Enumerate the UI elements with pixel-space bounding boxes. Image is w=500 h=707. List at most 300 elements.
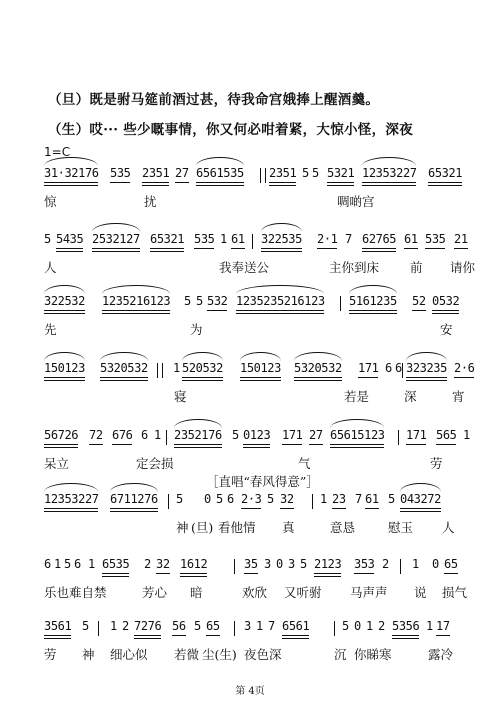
note-group: 1 xyxy=(88,557,95,571)
beam-line xyxy=(44,635,71,636)
lyric-text: 损气 xyxy=(442,585,468,600)
lyric-text: 尘(生) xyxy=(202,647,237,662)
barline xyxy=(340,296,341,311)
note-group: 0 xyxy=(204,492,211,506)
lyric-text: 气 xyxy=(298,456,311,471)
beam-line xyxy=(282,638,309,639)
note-group: 535 xyxy=(110,166,131,180)
beam-line xyxy=(92,248,140,249)
lyric-row xyxy=(44,645,460,663)
slur-mark xyxy=(349,285,397,294)
barline xyxy=(402,363,403,378)
note-group: 322535 xyxy=(261,232,302,246)
beam-line xyxy=(436,635,450,636)
beam-line xyxy=(330,444,384,445)
barline xyxy=(98,621,99,636)
notation-row xyxy=(44,166,463,184)
note-group: 6561 xyxy=(282,619,310,633)
beam-line xyxy=(362,248,396,249)
beam-line xyxy=(400,511,441,512)
lyric-text: 我奉送公 xyxy=(219,260,270,275)
note-group: 23 xyxy=(332,492,346,506)
lyric-text: 欢欣 xyxy=(242,585,268,600)
note-group: 65321 xyxy=(150,232,185,246)
barline xyxy=(234,621,235,636)
beam-line xyxy=(294,380,342,381)
note-group: 6 xyxy=(74,557,81,571)
note-group: 5 xyxy=(267,492,274,506)
barline xyxy=(334,621,335,636)
beam-line xyxy=(362,185,416,186)
beam-line xyxy=(134,635,161,636)
note-group: 043272 xyxy=(400,492,441,506)
beam-line xyxy=(294,377,342,378)
slur-mark xyxy=(174,419,222,428)
note-group: 5 xyxy=(216,492,223,506)
beam-line xyxy=(110,508,158,509)
lyric-text: 露冷 xyxy=(428,647,454,662)
note-group: 1 xyxy=(463,428,470,442)
note-group: 21 xyxy=(454,232,468,246)
lyric-text: 先 xyxy=(44,322,57,337)
note-group: 1 xyxy=(366,619,373,633)
beam-line xyxy=(454,248,468,249)
note-group: 1235216123 xyxy=(102,294,171,308)
lyric-row xyxy=(44,320,460,338)
beam-line xyxy=(309,444,323,445)
lyric-text: 沉 xyxy=(334,647,347,662)
note-group: 0532 xyxy=(432,294,460,308)
note-group: 1 xyxy=(256,619,263,633)
lyric-text: 若是 xyxy=(344,389,370,404)
double-barline xyxy=(157,363,163,378)
note-group: 1 xyxy=(412,557,419,571)
note-group: 65321 xyxy=(428,166,463,180)
note-group: 12353227 xyxy=(362,166,417,180)
note-group: 353 xyxy=(354,557,375,571)
beam-line xyxy=(327,182,354,183)
beam-line xyxy=(444,573,458,574)
note-group: 520532 xyxy=(182,361,223,375)
lyric-text: 安 xyxy=(440,322,453,337)
note-group: 27 xyxy=(175,166,189,180)
lyric-text: 夜色深 xyxy=(244,647,282,662)
notation-row xyxy=(44,232,468,250)
note-group: 62765 xyxy=(362,232,397,246)
beam-line xyxy=(92,251,140,252)
note-group: 3 xyxy=(244,619,251,633)
note-group: 5 xyxy=(44,232,51,246)
beam-line xyxy=(175,182,189,183)
beam-line xyxy=(314,573,341,574)
beam-line xyxy=(194,248,214,249)
lyric-text: 主你到床 xyxy=(329,260,380,275)
beam-line xyxy=(282,444,302,445)
note-group: 61 xyxy=(365,492,379,506)
page-number: 第 4页 xyxy=(235,686,265,697)
slur-mark xyxy=(362,157,416,166)
note-group: 0 xyxy=(354,619,361,633)
beam-line xyxy=(428,182,462,183)
lyric-text: 看他情 xyxy=(218,520,256,535)
note-group: 5435 xyxy=(56,232,84,246)
beam-line xyxy=(174,444,222,445)
beam-line xyxy=(102,310,170,311)
lyric-text: 又听驸 xyxy=(284,585,322,600)
beam-line xyxy=(89,444,103,445)
beam-line xyxy=(142,185,169,186)
beam-line xyxy=(231,248,245,249)
note-group: 5320532 xyxy=(100,361,148,375)
slur-mark xyxy=(100,352,148,361)
lyric-text: 神 xyxy=(82,647,95,662)
beam-line xyxy=(44,511,98,512)
slur-mark xyxy=(44,157,98,166)
lyric-row xyxy=(44,518,460,536)
beam-line xyxy=(44,313,85,314)
note-group: 171 xyxy=(358,361,379,375)
beam-line xyxy=(406,380,447,381)
note-group: 1612 xyxy=(180,557,208,571)
note-group: 323235 xyxy=(406,361,447,375)
note-group: 35 xyxy=(244,557,258,571)
intro-line-1: （旦）既是驸马筵前酒过甚，待我命宫娥捧上醒酒羹。 xyxy=(48,92,380,108)
notation-row xyxy=(44,619,460,637)
note-group: 72 xyxy=(89,428,103,442)
beam-line xyxy=(425,248,445,249)
beam-line xyxy=(454,377,474,378)
lyric-text: 人 xyxy=(44,260,57,275)
beam-line xyxy=(261,248,302,249)
intro-line-2: （生）哎··· 些少嘅事情，你又何必咁着紧，大惊小怪，深夜 xyxy=(48,122,413,138)
lyric-text: 前 xyxy=(410,260,423,275)
lyric-text: 深 xyxy=(404,389,417,404)
beam-line xyxy=(243,444,270,445)
lyric-text: 慰玉 xyxy=(388,520,414,535)
beam-line xyxy=(362,251,396,252)
note-group: 6 xyxy=(227,492,234,506)
note-group: 2·6 xyxy=(454,361,475,375)
beam-line xyxy=(180,576,207,577)
note-group: 17 xyxy=(436,619,450,633)
beam-line xyxy=(261,251,302,252)
note-group: 5161235 xyxy=(349,294,397,308)
beam-line xyxy=(150,251,184,252)
note-group: 7 xyxy=(268,619,275,633)
note-group: 27 xyxy=(309,428,323,442)
beam-line xyxy=(196,185,244,186)
barline xyxy=(168,494,169,509)
lyric-text: 暗 xyxy=(190,585,203,600)
beam-line xyxy=(332,508,346,509)
note-group: 0 xyxy=(276,557,283,571)
beam-line xyxy=(241,508,261,509)
beam-line xyxy=(182,380,223,381)
beam-line xyxy=(182,377,223,378)
beam-line xyxy=(236,313,324,314)
barline xyxy=(166,430,167,445)
note-group: 12353227 xyxy=(44,492,99,506)
beam-line xyxy=(240,380,281,381)
notation-row xyxy=(44,428,470,446)
note-group: 32 xyxy=(280,492,294,506)
beam-line xyxy=(102,573,129,574)
note-group: 1 xyxy=(320,492,327,506)
lyric-text: 为 xyxy=(190,322,203,337)
note-group: 535 xyxy=(425,232,446,246)
note-group: 6 xyxy=(44,557,51,571)
beam-line xyxy=(44,182,98,183)
note-group: 322532 xyxy=(44,294,85,308)
lyric-text: 请你 xyxy=(450,260,476,275)
lyric-row xyxy=(44,387,465,405)
note-group: 32 xyxy=(156,557,170,571)
note-group: 2532127 xyxy=(92,232,140,246)
note-group: 1 xyxy=(110,619,117,633)
beam-line xyxy=(44,447,78,448)
beam-line xyxy=(174,447,222,448)
lyric-text: 真 xyxy=(282,520,295,535)
beam-line xyxy=(134,638,161,639)
beam-line xyxy=(100,377,148,378)
note-group: 5320532 xyxy=(294,361,342,375)
lyric-text: 扰 xyxy=(144,194,157,209)
lyric-row xyxy=(44,454,460,472)
note-group: 3 xyxy=(264,557,271,571)
note-group: 5 xyxy=(302,166,309,180)
beam-line xyxy=(44,444,78,445)
beam-line xyxy=(244,573,258,574)
beam-line xyxy=(362,182,416,183)
beam-line xyxy=(150,248,184,249)
note-group: 150123 xyxy=(240,361,281,375)
note-group: 1 xyxy=(173,361,180,375)
beam-line xyxy=(412,310,426,311)
beam-line xyxy=(180,573,207,574)
beam-line xyxy=(392,638,419,639)
slur-mark xyxy=(44,483,98,492)
lyric-text: 劳 xyxy=(430,456,443,471)
note-group: 2352176 xyxy=(174,428,222,442)
beam-line xyxy=(44,380,85,381)
lyric-text: 惊 xyxy=(44,194,57,209)
note-group: 6561535 xyxy=(196,166,244,180)
beam-line xyxy=(330,447,384,448)
slur-mark xyxy=(44,285,85,294)
note-group: 2 xyxy=(378,619,385,633)
lyric-text: 乐也难自禁 xyxy=(44,585,107,600)
note-group: 65 xyxy=(206,619,220,633)
beam-line xyxy=(269,185,296,186)
note-group: 5 xyxy=(64,557,71,571)
lyric-text: 你睇寒 xyxy=(354,647,392,662)
note-group: 1235235216123 xyxy=(236,294,325,308)
notation-row xyxy=(44,492,460,510)
note-group: 2351 xyxy=(269,166,297,180)
beam-line xyxy=(436,444,456,445)
note-group: 2351 xyxy=(142,166,170,180)
note-group: 3 xyxy=(288,557,295,571)
note-group: 7276 xyxy=(134,619,162,633)
beam-line xyxy=(365,508,379,509)
beam-line xyxy=(196,182,244,183)
note-group: 2 xyxy=(122,619,129,633)
beam-line xyxy=(327,185,354,186)
beam-line xyxy=(354,573,374,574)
note-group: 532 xyxy=(207,294,228,308)
barline xyxy=(252,234,253,249)
note-group: 1 xyxy=(154,428,161,442)
beam-line xyxy=(432,310,459,311)
lyric-row xyxy=(44,258,476,276)
lyric-text: 细心似 xyxy=(110,647,148,662)
note-group: 7 xyxy=(355,492,362,506)
double-barline xyxy=(260,168,266,183)
slur-mark xyxy=(44,352,85,361)
notation-row xyxy=(44,557,460,575)
lyric-text: 定会损 xyxy=(136,456,174,471)
beam-line xyxy=(44,638,71,639)
slur-mark xyxy=(102,285,170,294)
beam-line xyxy=(44,185,98,186)
slur-mark xyxy=(330,419,384,428)
beam-line xyxy=(243,447,270,448)
beam-line xyxy=(282,635,309,636)
slur-mark xyxy=(406,352,447,361)
key-signature: 1=C xyxy=(44,145,71,159)
note-group: 2123 xyxy=(314,557,342,571)
lyric-text: 啁啲宫 xyxy=(337,194,375,209)
lyric-row xyxy=(44,192,460,210)
note-group: 61 xyxy=(231,232,245,246)
note-group: 676 xyxy=(112,428,133,442)
slur-mark xyxy=(92,223,140,232)
slur-mark xyxy=(261,223,302,232)
barline xyxy=(312,494,313,509)
beam-line xyxy=(110,182,130,183)
beam-line xyxy=(392,635,419,636)
lyric-text: 宵 xyxy=(452,389,465,404)
beam-line xyxy=(349,310,397,311)
note-group: 6535 xyxy=(102,557,130,571)
notation-row xyxy=(44,361,475,379)
beam-line xyxy=(142,182,169,183)
beam-line xyxy=(400,508,441,509)
lyric-row xyxy=(44,583,468,601)
beam-line xyxy=(102,576,129,577)
beam-line xyxy=(349,313,397,314)
slur-mark xyxy=(182,352,223,361)
beam-line xyxy=(172,635,186,636)
beam-line xyxy=(44,377,85,378)
note-group: 5 xyxy=(232,428,239,442)
beam-line xyxy=(317,248,337,249)
beam-line xyxy=(110,511,158,512)
beam-line xyxy=(44,310,85,311)
note-group: 565 xyxy=(436,428,457,442)
beam-line xyxy=(404,248,418,249)
slur-mark xyxy=(400,483,441,492)
note-group: 7 xyxy=(345,232,352,246)
note-group: 5 xyxy=(176,492,183,506)
beam-line xyxy=(314,576,341,577)
beam-line xyxy=(269,182,296,183)
lyric-text: 劳 xyxy=(44,647,57,662)
beam-line xyxy=(207,310,227,311)
note-group: 6 xyxy=(141,428,148,442)
note-group: 150123 xyxy=(44,361,85,375)
barline xyxy=(400,559,401,574)
beam-line xyxy=(406,377,447,378)
bracket-label: ［直唱“春风得意”］ xyxy=(206,474,319,489)
note-group: 5 xyxy=(342,619,349,633)
note-group: 56 xyxy=(172,619,186,633)
lyric-text: (旦) xyxy=(191,520,214,535)
note-group: 2·1 xyxy=(317,232,338,246)
note-group: 5321 xyxy=(327,166,355,180)
beam-line xyxy=(206,635,220,636)
note-group: 65615123 xyxy=(330,428,385,442)
beam-line xyxy=(280,508,294,509)
lyric-text: 芳心 xyxy=(142,585,168,600)
barline xyxy=(398,430,399,445)
note-group: 171 xyxy=(282,428,303,442)
note-group: 5356 xyxy=(392,619,420,633)
note-group: 5 xyxy=(388,492,395,506)
slur-mark xyxy=(236,285,324,294)
slur-mark xyxy=(196,157,244,166)
note-group: 6 xyxy=(385,361,392,375)
note-group: 31·32176 xyxy=(44,166,99,180)
slur-mark xyxy=(294,352,342,361)
beam-line xyxy=(432,313,459,314)
note-group: 5 xyxy=(194,619,201,633)
note-group: 1 xyxy=(54,557,61,571)
slur-mark xyxy=(240,352,281,361)
note-group: 65 xyxy=(444,557,458,571)
barline xyxy=(234,559,235,574)
beam-line xyxy=(102,313,170,314)
notation-row xyxy=(44,294,460,312)
beam-line xyxy=(100,380,148,381)
slur-mark xyxy=(110,483,158,492)
note-group: 1 xyxy=(426,619,433,633)
note-group: 0 xyxy=(432,557,439,571)
note-group: 535 xyxy=(194,232,215,246)
note-group: 5 xyxy=(312,166,319,180)
note-group: 2 xyxy=(144,557,151,571)
beam-line xyxy=(44,508,98,509)
note-group: 5 xyxy=(184,294,191,308)
note-group: 1 xyxy=(220,232,227,246)
beam-line xyxy=(56,251,83,252)
lyric-text: 寝 xyxy=(174,389,187,404)
lyric-text: 意恳 xyxy=(330,520,356,535)
beam-line xyxy=(156,573,170,574)
note-group: 52 xyxy=(412,294,426,308)
lyric-text: 马声声 xyxy=(350,585,388,600)
beam-line xyxy=(236,310,324,311)
note-group: 6 xyxy=(395,361,402,375)
beam-line xyxy=(56,248,83,249)
note-group: 171 xyxy=(406,428,427,442)
lyric-text: 若微 xyxy=(174,647,200,662)
lyric-text: 人 xyxy=(442,520,455,535)
note-group: 2·3 xyxy=(241,492,262,506)
note-group: 56726 xyxy=(44,428,79,442)
beam-line xyxy=(428,185,462,186)
lyric-text: 神 xyxy=(176,520,189,535)
